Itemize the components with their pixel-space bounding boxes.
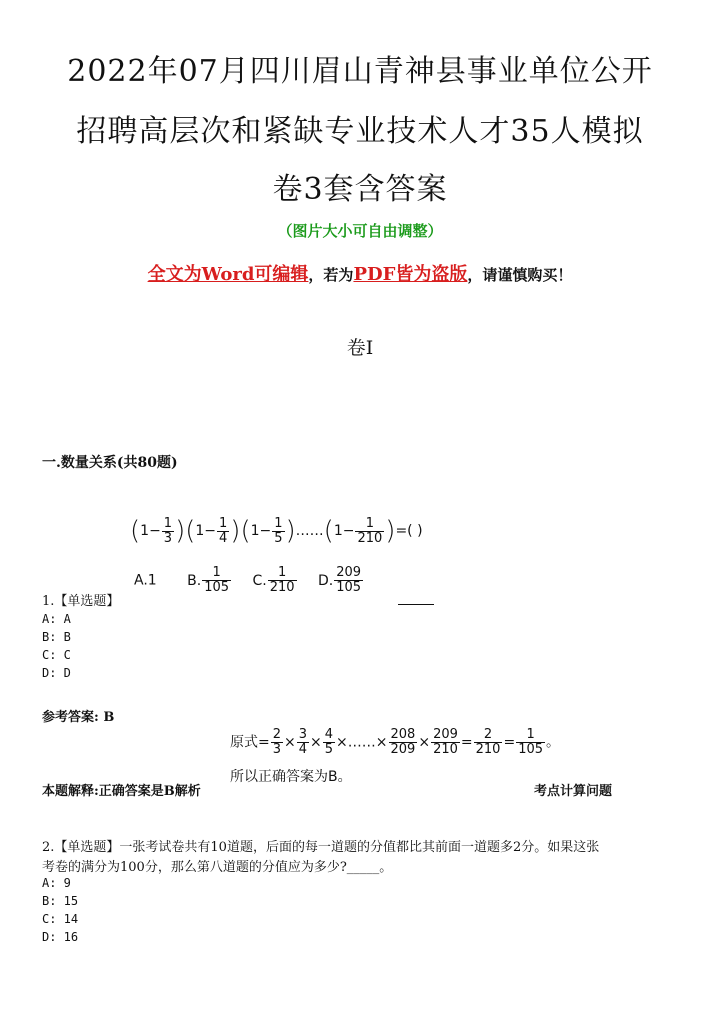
- q1-option-b: B: B: [42, 630, 71, 644]
- q1-explanation: 本题解释:正确答案是B解析: [42, 784, 201, 799]
- warning-text-b: ，请谨慎购买！: [467, 266, 573, 284]
- q1-option-a: A: A: [42, 612, 71, 626]
- q2-text-line2: 考卷的满分为100分，那么第八道题的分值应为多少?_____。: [42, 860, 393, 875]
- q1-choice-c: C.: [252, 572, 267, 589]
- q1-choice-b: B.: [187, 572, 202, 589]
- resize-note: （图片大小可自由调整）: [277, 222, 443, 240]
- doc-title-line2: 招聘高层次和紧缺专业技术人才35人模拟: [76, 114, 644, 149]
- q1-choice-a: A.1: [134, 572, 157, 589]
- q1-explain-prefix: 原式=: [230, 734, 270, 751]
- doc-title-line1: 2022年07月四川眉山青神县事业单位公开: [67, 54, 653, 89]
- q1-answer: 参考答案: B: [42, 710, 115, 725]
- q1-explain-suffix: 所以正确答案为B。: [230, 769, 352, 785]
- q2-option-b: B: 15: [42, 894, 79, 908]
- q1-choice-d: D.: [318, 572, 334, 589]
- warning-text-a: ，若为: [308, 266, 354, 284]
- q2-option-c: C: 14: [42, 912, 79, 926]
- q1-answer-blank: [398, 604, 434, 605]
- q1-option-c: C: C: [42, 648, 71, 662]
- doc-title-line3: 卷3套含答案: [272, 172, 448, 207]
- q1-number: 1.【单选题】: [42, 594, 120, 609]
- q2-option-d: D: 16: [42, 930, 79, 944]
- warning-editable: 全文为Word可编辑: [147, 264, 309, 285]
- piracy-warning: [0, 260, 720, 286]
- q1-explain-formula: 原式= $\frac{2}{3}$ × $\frac{3}{4}$ × $\frac{4}{5}$ ×……× $\frac{208}{209}$ × $\frac{209}{210}$ = $\frac{2}{210}$ = $\frac{1}{105}$ 。: [230, 727, 561, 757]
- q2-text-line1: 2.【单选题】一张考试卷共有10道题，后面的每一道题的分值都比其前面一道题多2分。如果这张: [42, 840, 600, 855]
- volume-label: 卷I: [346, 337, 374, 359]
- q1-expression: (1− $\frac{1}{3}$ )(1− $\frac{1}{4}$ )(1− $\frac{1}{5}$ )……(1− $\frac{1}{210}$ )=( ): [130, 515, 423, 546]
- q1-choice-row: A.1 B. $\frac{1}{105}$ C. $\frac{1}{210}$ D. $\frac{209}{105}$: [134, 565, 362, 595]
- q1-option-d: D: D: [42, 666, 71, 680]
- q2-option-a: A: 9: [42, 876, 71, 890]
- section-heading: 一.数量关系(共80题): [42, 455, 178, 471]
- warning-pdf: PDF皆为盗版: [353, 264, 468, 285]
- q1-topic: 考点计算问题: [534, 784, 613, 799]
- q1-expr-equals: =( ): [395, 523, 423, 539]
